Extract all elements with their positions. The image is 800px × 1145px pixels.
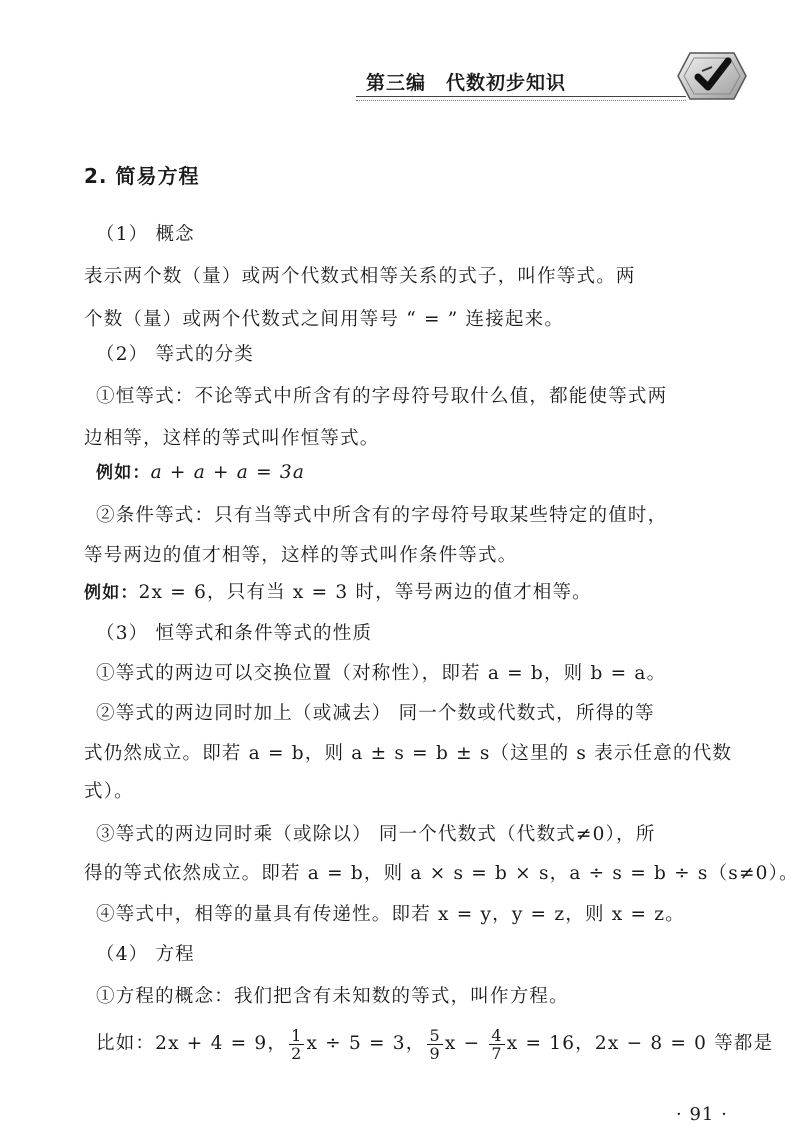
page-number: · 91 ·: [676, 1104, 728, 1125]
equation-text: x ÷ 5 = 3，: [306, 1033, 426, 1054]
example-formula: a + a + a = 3a: [150, 462, 306, 483]
paragraph-line: 得的等式依然成立。即若 a = b，则 a × s = b × s，a ÷ s = b ÷ s（s≠0）。: [84, 863, 799, 884]
paragraph-line: ②等式的两边同时加上（或减去） 同一个数或代数式，所得的等: [96, 703, 655, 724]
paragraph-line: 式）。: [84, 781, 134, 802]
fraction-denominator: 7: [491, 1043, 503, 1063]
fraction-denominator: 2: [291, 1043, 303, 1063]
paragraph-line: ④等式中，相等的量具有传递性。即若 x = y，y = z，则 x = z。: [96, 904, 685, 925]
paragraph-line: 个数（量）或两个代数式之间用等号 “ = ” 连接起来。: [84, 309, 565, 330]
section-title: 2. 简易方程: [84, 164, 200, 188]
fraction-numerator: 4: [491, 1025, 503, 1045]
paragraph-line: ①恒等式：不论等式中所含有的字母符号取什么值，都能使等式两: [96, 386, 668, 407]
equation-text: x = 16，2x − 8 = 0 等都是: [506, 1033, 774, 1054]
paragraph-line: 式仍然成立。即若 a = b，则 a ± s = b ± s（这里的 s 表示任意的代数: [84, 743, 733, 764]
fraction: [427, 1027, 442, 1062]
example-text: 2x = 6，只有当 x = 3 时，等号两边的值才相等。: [138, 582, 592, 603]
example-line: [84, 580, 592, 606]
example-label: 例如：: [84, 583, 139, 603]
heading-properties: （3） 恒等式和条件等式的性质: [96, 623, 373, 644]
paragraph-line: ①方程的概念：我们把含有未知数的等式，叫作方程。: [96, 986, 569, 1007]
fraction-denominator: 9: [429, 1043, 441, 1063]
header-rule: [356, 96, 686, 97]
fraction-numerator: 1: [291, 1025, 303, 1045]
fraction-numerator: 5: [429, 1025, 441, 1045]
header-rule-dotted: [356, 100, 686, 101]
example-line: [96, 460, 305, 486]
paragraph-line: ①等式的两边可以交换位置（对称性），即若 a = b，则 b = a。: [96, 663, 667, 684]
paragraph-line: 表示两个数（量）或两个代数式相等关系的式子，叫作等式。两: [84, 266, 636, 287]
example-label: 例如：: [96, 463, 151, 483]
paragraph-line: 边相等，这样的等式叫作恒等式。: [84, 428, 380, 449]
equation-text: x −: [444, 1033, 488, 1054]
heading-concept: （1） 概念: [96, 224, 195, 245]
chapter-emblem-icon: [676, 47, 748, 105]
heading-classification: （2） 等式的分类: [96, 344, 254, 365]
chapter-title: 第三编 代数初步知识: [366, 72, 567, 94]
equation-text: 比如：2x + 4 = 9，: [96, 1033, 288, 1054]
heading-equation: （4） 方程: [96, 944, 195, 965]
paragraph-line: 等号两边的值才相等，这样的等式叫作条件等式。: [84, 545, 518, 566]
running-header: [356, 62, 676, 102]
paragraph-line: ②条件等式：只有当等式中所含有的字母符号取某些特定的值时，: [96, 505, 668, 526]
fraction: [489, 1027, 504, 1062]
paragraph-line: ③等式的两边同时乘（或除以） 同一个代数式（代数式≠0），所: [96, 824, 656, 845]
example-equations-line: [96, 1024, 773, 1064]
fraction: [289, 1027, 304, 1062]
